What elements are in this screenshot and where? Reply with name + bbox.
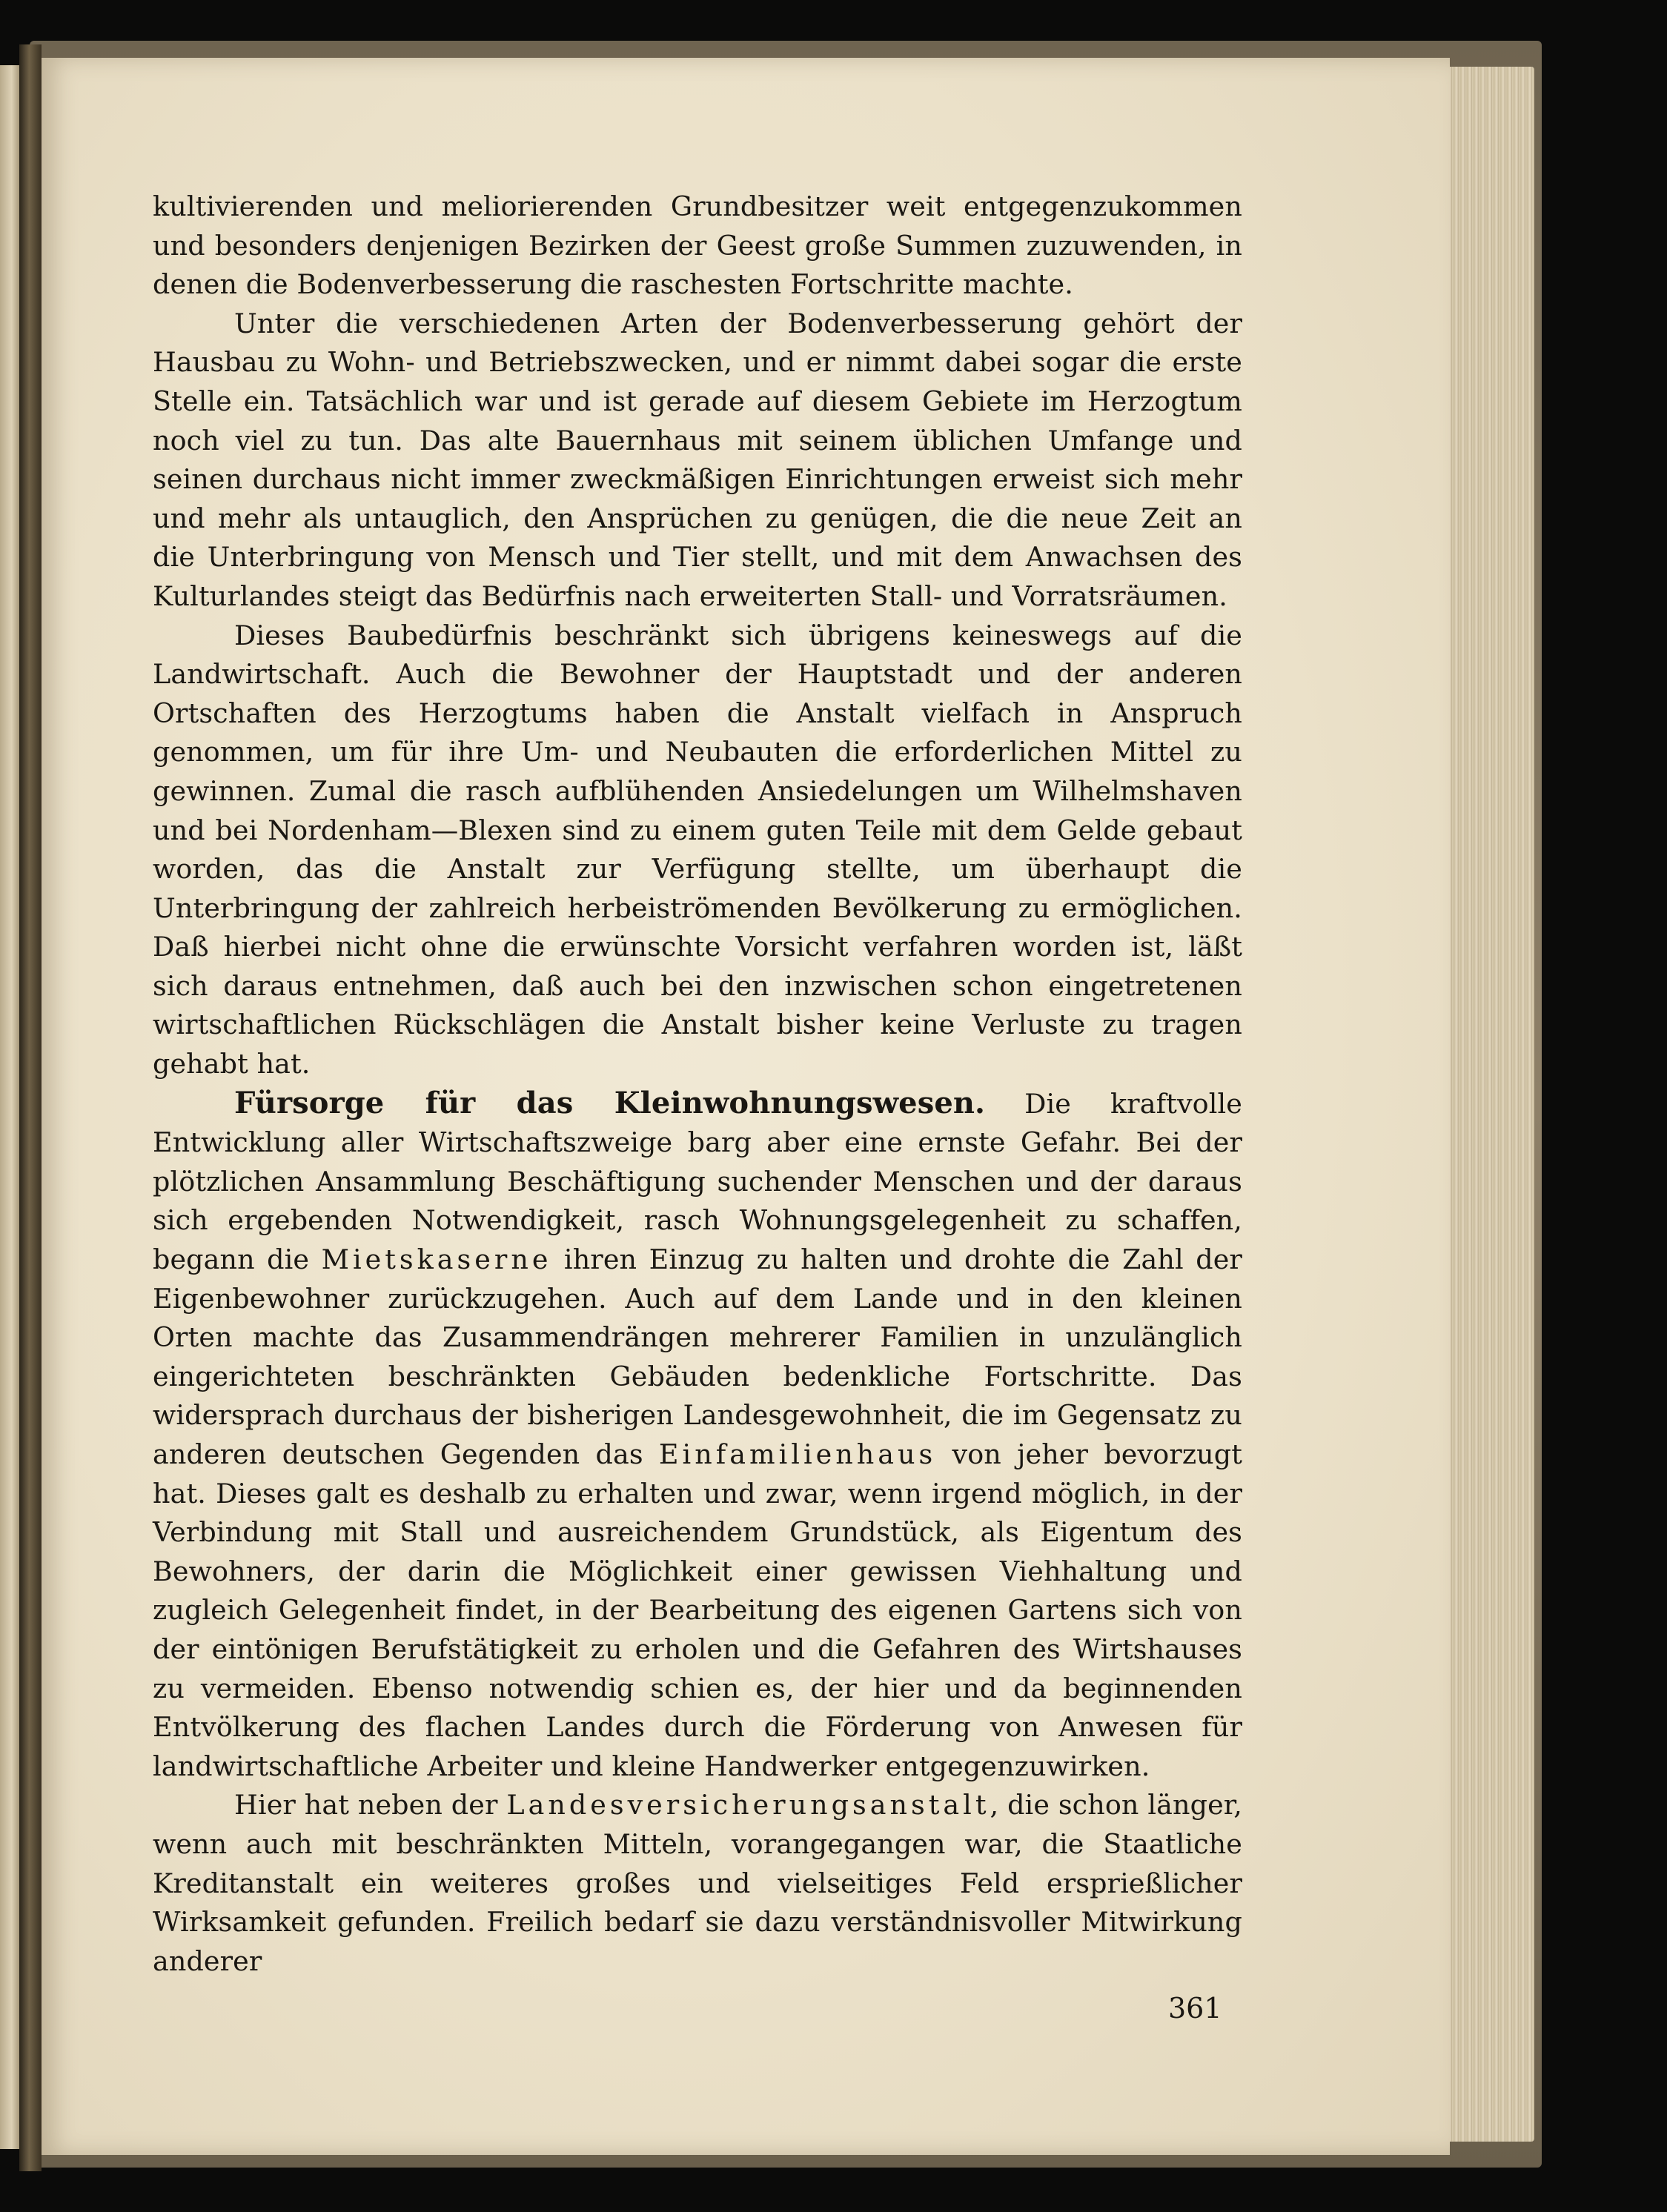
body-text	[153, 187, 1242, 1981]
facing-page-edge	[0, 65, 19, 2149]
section-text-3: von jeher bevorzugt hat. Dieses galt es deshalb zu erhalten und zwar, wenn irgend möglich, in der Verbindung mit Stall und ausreichendem Grundstück, als Eigentum des Bewohners, der darin die Möglichkeit einer gewissen Viehhaltung und zugleich Gelegenheit findet, in der Bearbeitung des eigenen Gartens sich von der eintönigen Berufstätigkeit zu erholen und die Gefahren des Wirtshauses zu vermeiden. Ebenso notwendig schien es, der hier und da beginnenden Entvölkerung des flachen Landes durch die Förderung von Anwesen für landwirtschaftliche Arbeiter und kleine Handwerker entgegenzuwirken.	[153, 1438, 1242, 1782]
section-spaced-1: Mietskaserne	[321, 1243, 552, 1276]
section-paragraph	[153, 1084, 1242, 1787]
last-paragraph	[153, 1786, 1242, 1981]
section-text-2: ihren Einzug zu halten und drohte die Zahl der Eigenbewohner zurückzugehen. Auch auf dem Lande und in den kleinen Orten machte das Zusammendrängen mehrerer Familien in unzulänglich eingerichteten beschränkten Gebäuden bedenkliche Fortschritte. Das widersprach durchaus der bisherigen Landesgewohnheit, die im Gegensatz zu anderen deutschen Gegenden das	[153, 1243, 1242, 1470]
last-text-1: Hier hat neben der	[234, 1789, 507, 1821]
page-block-edges	[1445, 67, 1534, 2142]
section-text-1: Die kraftvolle Entwicklung aller Wirtschaftszweige barg aber eine ernste Gefahr. Bei der plötzlichen Ansammlung Beschäftigung suchender Menschen und der daraus sich ergebenden Notwendigkeit, rasch Wohnungsgelegenheit zu schaffen, begann die	[153, 1087, 1242, 1276]
paragraph-1: kultivierenden und meliorierenden Grundbesitzer weit entgegenzukommen und besonders denjenigen Bezirken der Geest große Summen zuzuwenden, in denen die Bodenverbesserung die raschesten Fortschritte machte.	[153, 190, 1242, 301]
page-number: 361	[1168, 1992, 1222, 2025]
section-spaced-2: Einfamilienhaus	[658, 1438, 937, 1470]
book-gutter	[19, 44, 42, 2171]
book-page	[42, 58, 1450, 2155]
last-spaced: Landesversicherungsanstalt	[506, 1789, 990, 1821]
paragraph-2: Unter die verschiedenen Arten der Bodenverbesserung gehört der Hausbau zu Wohn- und Betriebszwecken, und er nimmt dabei sogar die erste Stelle ein. Tatsächlich war und ist gerade auf diesem Gebiete im Herzogtum noch viel zu tun. Das alte Bauernhaus mit seinem üblichen Umfange und seinen durchaus nicht immer zweckmäßigen Einrichtungen erweist sich mehr und mehr als untauglich, den Ansprüchen zu genügen, die die neue Zeit an die Unterbringung von Mensch und Tier stellt, und mit dem Anwachsen des Kulturlandes steigt das Bedürfnis nach erweiterten Stall- und Vorratsräumen.	[153, 307, 1242, 612]
last-text-2: , die schon länger, wenn auch mit beschränkten Mitteln, vorangegangen war, die Staatliche Kreditanstalt ein weiteres großes und vielseitiges Feld ersprießlicher Wirksamkeit gefunden. Freilich bedarf sie dazu verständnisvoller Mitwirkung anderer	[153, 1789, 1243, 1977]
section-heading: Fürsorge für das Kleinwohnungswesen.	[234, 1085, 986, 1120]
paragraph-3: Dieses Baubedürfnis beschränkt sich übrigens keineswegs auf die Landwirtschaft. Auch die Bewohner der Hauptstadt und der anderen Ortschaften des Herzogtums haben die Anstalt vielfach in Anspruch genommen, um für ihre Um- und Neubauten die erforderlichen Mittel zu gewinnen. Zumal die rasch aufblühenden Ansiedelungen um Wilhelmshaven und bei Nordenham—Blexen sind zu einem guten Teile mit dem Gelde gebaut worden, das die Anstalt zur Verfügung stellte, um überhaupt die Unterbringung der zahlreich herbeiströmenden Bevölkerung zu ermöglichen. Daß hierbei nicht ohne die erwünschte Vorsicht verfahren worden ist, läßt sich daraus entnehmen, daß auch bei den inzwischen schon eingetretenen wirtschaftlichen Rückschlägen die Anstalt bisher keine Verluste zu tragen gehabt hat.	[153, 619, 1242, 1080]
